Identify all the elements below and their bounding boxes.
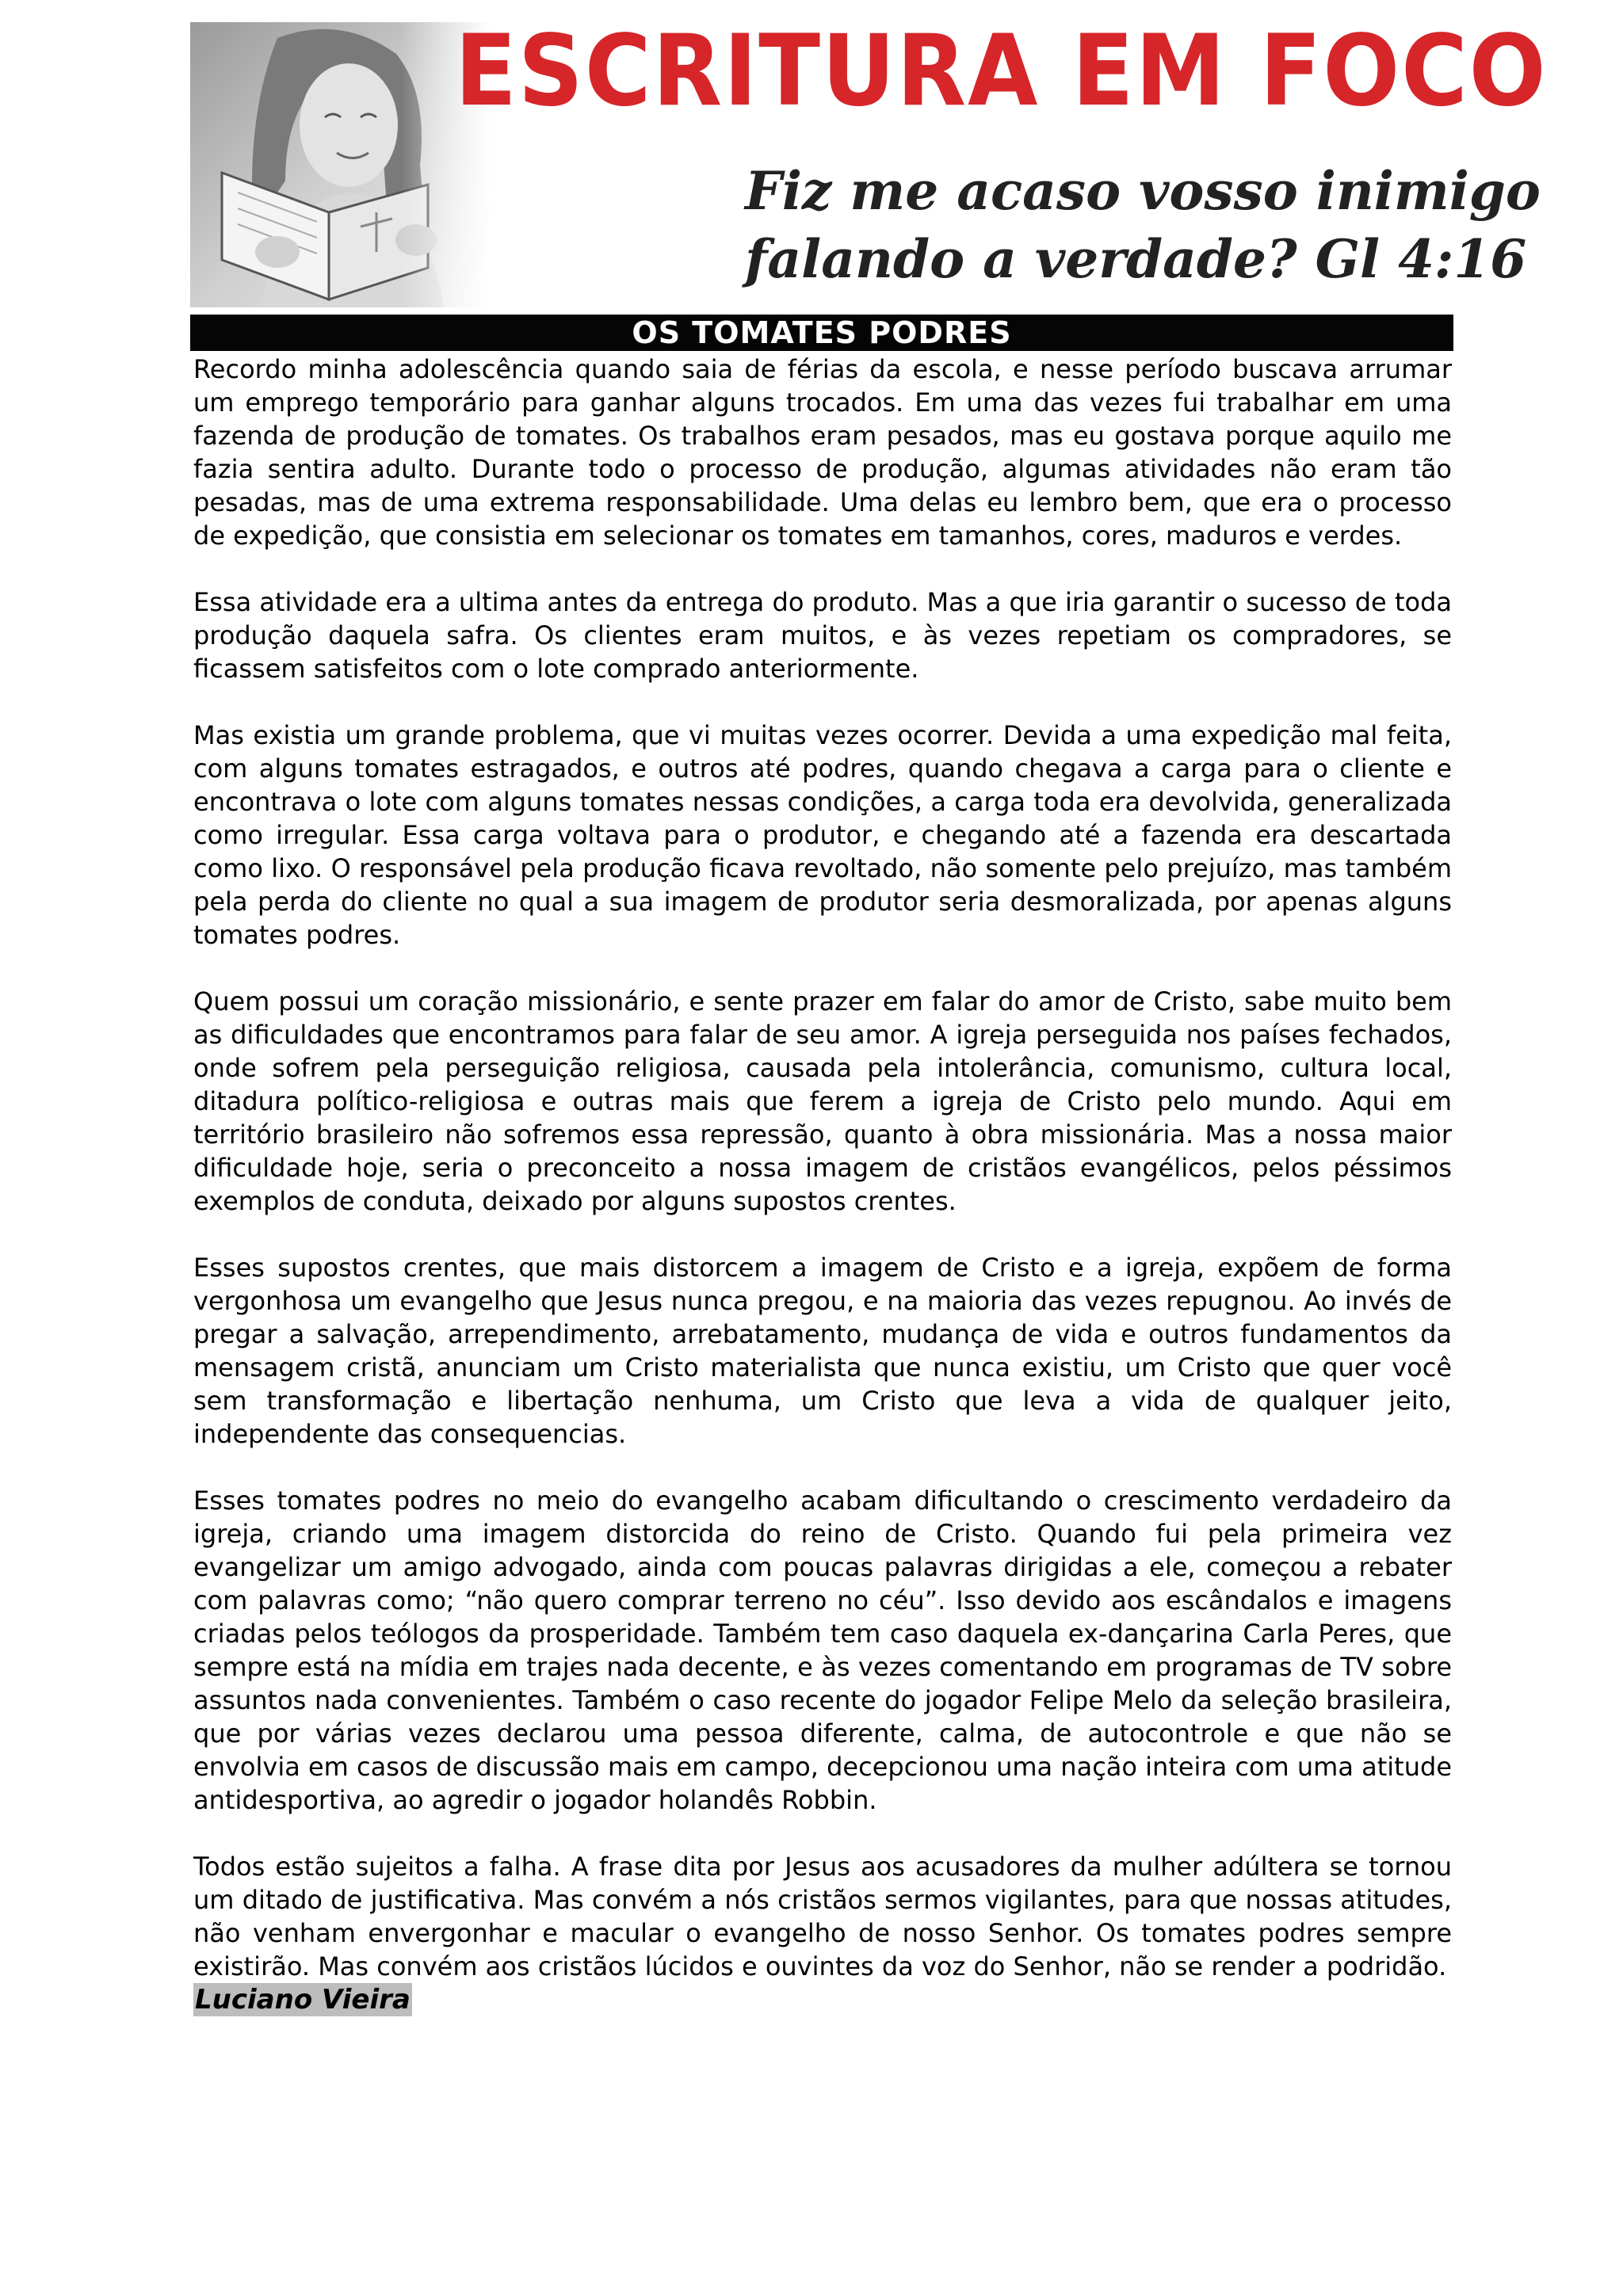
paragraph-3: Mas existia um grande problema, que vi muitas vezes ocorrer. Devida a uma expedição mal feita, com alguns tomates estragados, e outros até podres, quando chegava a carga para o cliente e encontrava o lote com alguns tomates nessas condições, a carga toda era devolvida, generalizada como irregular. Essa carga voltava para o produtor, e chegando até a fazenda era descartada como lixo. O responsável pela produção ficava revoltado, não somente pelo prejuízo, mas também pela perda do cliente no qual a sua imagem de produtor seria desmoralizada, por apenas alguns tomates podres. xyxy=(193,720,1452,950)
article-body xyxy=(193,353,1452,2016)
paragraph-1: Recordo minha adolescência quando saia de férias da escola, e nesse período buscava arrumar um emprego temporário para ganhar alguns trocados. Em uma das vezes fui trabalhar em uma fazenda de produção de tomates. Os trabalhos eram pesados, mas eu gostava porque aquilo me fazia sentira adulto. Durante todo o processo de produção, algumas atividades não eram tão pesadas, mas de uma extrema responsabilidade. Uma delas eu lembro bem, que era o processo de expedição, que consistia em selecionar os tomates em tamanhos, cores, maduros e verdes. xyxy=(193,354,1452,551)
paragraph-6: Esses tomates podres no meio do evangelho acabam dificultando o crescimento verdadeiro da igreja, criando uma imagem distorcida do reino de Cristo. Quando fui pela primeira vez evangelizar um amigo advogado, ainda com poucas palavras dirigidas a ele, começou a rebater com palavras como; “não quero comprar terreno no céu”. Isso devido aos escândalos e imagens criadas pelos teólogos da prosperidade. Também tem caso daquela ex-dançarina Carla Peres, que sempre está na mídia em trajes nada decente, e às vezes comentando em programas de TV sobre assuntos nada convenientes. Também o caso recente do jogador Felipe Melo da seleção brasileira, que por várias vezes declarou uma pessoa diferente, calma, de autocontrole e que não se envolvia em casos de discussão mais em campo, decepcionou uma nação inteira com uma atitude antidesportiva, ao agredir o jogador holandês Robbin. xyxy=(193,1486,1452,1815)
page-header xyxy=(190,14,1548,307)
motto-line-2: falando a verdade? Gl 4:16 xyxy=(745,228,1527,290)
paragraph-2: Essa atividade era a ultima antes da entrega do produto. Mas a que iria garantir o sucesso de toda produção daquela safra. Os clientes eram muitos, e às vezes repetiam os compradores, se ficassem satisfeitos com o lote comprado anteriormente. xyxy=(193,587,1452,684)
motto-verse xyxy=(745,157,1541,293)
brand-title: ESCRITURA EM FOCO xyxy=(455,14,1548,128)
article-title: OS TOMATES PODRES xyxy=(190,315,1453,351)
author-signature: Luciano Vieira xyxy=(195,1984,411,2016)
motto-line-1: Fiz me acaso vosso inimigo xyxy=(745,160,1541,222)
girl-reading-bible-photo xyxy=(190,22,491,307)
paragraph-5: Esses supostos crentes, que mais distorcem a imagem de Cristo e a igreja, expõem de forma vergonhosa um evangelho que Jesus nunca pregou, e na maioria das vezes repugnou. Ao invés de pregar a salvação, arrependimento, arrebatamento, mudança de vida e outros fundamentos da mensagem cristã, anunciam um Cristo materialista que nunca existiu, um Cristo que quer você sem transformação e libertação nenhuma, um Cristo que leva a vida de qualquer jeito, independente das consequencias. xyxy=(193,1253,1452,1449)
paragraph-4: Quem possui um coração missionário, e sente prazer em falar do amor de Cristo, sabe muito bem as dificuldades que encontramos para falar de seu amor. A igreja perseguida nos países fechados, onde sofrem pela perseguição religiosa, causada pela intolerância, comunismo, cultura local, ditadura político-religiosa e outras mais que ferem a igreja de Cristo pelo mundo. Aqui em território brasileiro não sofremos essa repressão, quanto à obra missionária. Mas a nossa maior dificuldade hoje, seria o preconceito a nossa imagem de cristãos evangélicos, pelos péssimos exemplos de conduta, deixado por alguns supostos crentes. xyxy=(193,986,1452,1216)
paragraph-7: Todos estão sujeitos a falha. A frase dita por Jesus aos acusadores da mulher adúltera se tornou um ditado de justificativa. Mas convém a nós cristãos sermos vigilantes, para que nossas atitudes, não venham envergonhar e macular o evangelho de nosso Senhor. Os tomates podres sempre existirão. Mas convém aos cristãos lúcidos e ouvintes da voz do Senhor, não se render a podridão. xyxy=(193,1852,1452,1981)
